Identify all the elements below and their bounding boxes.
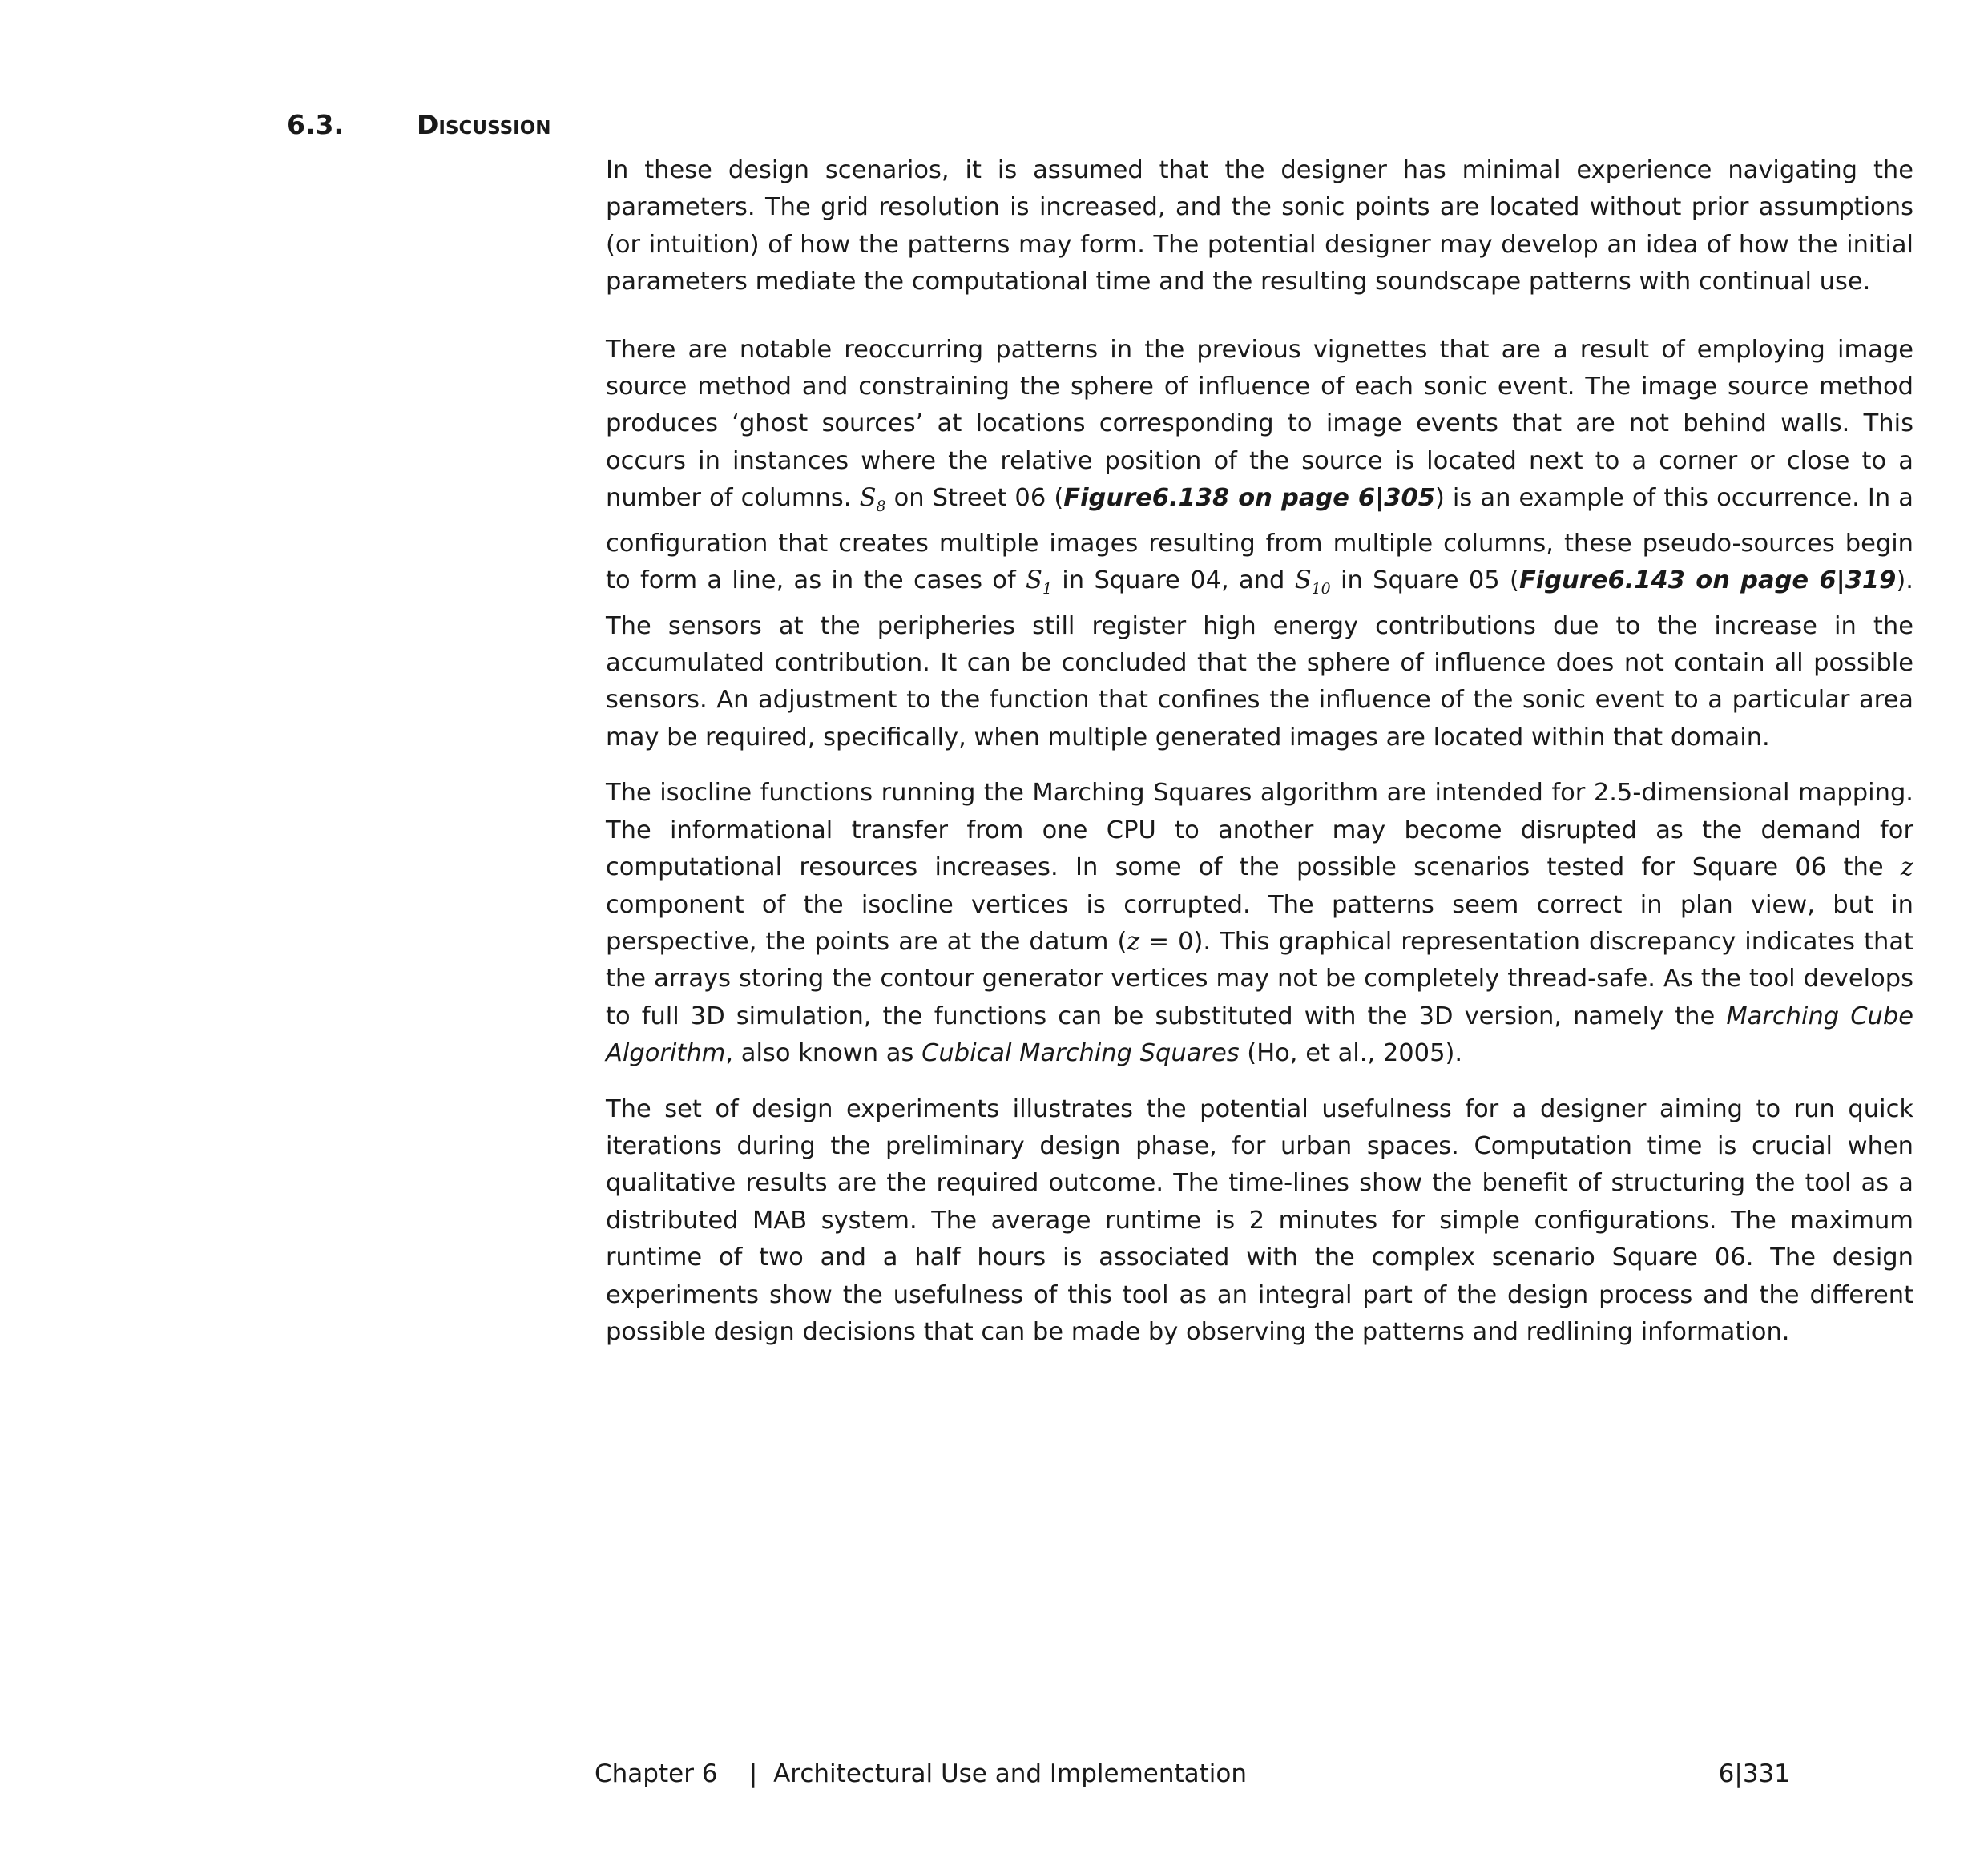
symbol-z-datum: z [1127, 927, 1140, 956]
figure-ref-6-143[interactable]: Figure6.143 on page 6|319 [1518, 566, 1897, 595]
section-number: 6.3. [287, 109, 344, 140]
section-title: Discussion [417, 109, 551, 140]
body-text [606, 152, 1913, 1369]
paragraph-4: The set of design experiments illustrates the potential usefulness for a designer aiming to run quick iterations during the preliminary design phase, for urban spaces. Computation time is crucial when qualitative results are the required outcome. The time-lines show the benefit of structuring the tool as a distributed MAB system. The average runtime is 2 minutes for simple configurations. The maximum runtime of two and a half hours is associated with the complex scenario Square 06. The design experiments show the usefulness of this tool as an integral part of the design process and the different possible design decisions that can be made by observing the patterns and redlining information. [606, 1094, 1913, 1346]
p3-text-3: = 0). This graphical representation discrepancy indicates that the arrays storing the contour generator vertices may not be completely thread-safe. As the tool develops to full 3D simulation, the functions can be substituted with the 3D version, namely the [606, 927, 1913, 1030]
symbol-z: z [1900, 853, 1913, 882]
footer-chapter: Chapter 6 | Architectural Use and Implementation [595, 1759, 1248, 1788]
p2-text-5: in Square 05 ( [1330, 566, 1519, 595]
marching-cube-term: Marching Cube Algorithm [606, 1001, 1913, 1068]
symbol-s10: $S_{10}$ [1294, 566, 1331, 598]
p2-text-2: on Street 06 ( [885, 484, 1064, 513]
symbol-s1: $S_1$ [1026, 566, 1052, 598]
p3-text-1: The isocline functions running the Marching Squares algorithm are intended for 2.5-dimensional mapping. The informational transfer from one CPU to another may become disrupted as the demand for computational resources increases. In some of the possible scenarios tested for Square 06 the [606, 779, 1913, 882]
p3-text-5: (Ho, et al., 2005). [1239, 1039, 1463, 1068]
p3-text-4: , also known as [725, 1039, 922, 1068]
figure-ref-6-138[interactable]: Figure6.138 on page 6|305 [1063, 484, 1435, 513]
p3-text-2: component of the isocline vertices is corrupted. The patterns seem correct in plan view, but in perspective, the points are at the datum ( [606, 890, 1913, 956]
p2-text-4: in Square 04, and [1051, 566, 1295, 595]
paragraph-2 [606, 332, 1913, 757]
paragraph-1: In these design scenarios, it is assumed that the designer has minimal experience navigating the parameters. The grid resolution is increased, and the sonic points are located without prior assumptions (or intuition) of how the patterns may form. The potential designer may develop an idea of how the initial parameters mediate the computational time and the resulting soundscape patterns with continual use. [606, 156, 1913, 296]
p2-text-3: ) is an example of this occurrence. In a configuration that creates multiple images resulting from multiple columns, these pseudo-sources begin to form a line, as in the cases of [606, 484, 1913, 595]
footer-page-number: 6|331 [1718, 1759, 1790, 1788]
p2-text-6: ). The sensors at the peripheries still register high energy contributions due to the increase in the accumulated contribution. It can be concluded that the sphere of influence does not contain all possible sensors. An adjustment to the function that confines the influence of the sonic event to a particular area may be required, specifically, when multiple generated images are located within that domain. [606, 566, 1913, 752]
symbol-s8: $S_8$ [859, 484, 886, 516]
cubical-marching-squares-term: Cubical Marching Squares [921, 1039, 1240, 1068]
p2-text-1: There are notable reoccurring patterns in the previous vignettes that are a result of employing image source method and constraining the sphere of influence of each sonic event. The image source method produces ‘ghost sources’ at locations corresponding to image events that are not behind walls. This occurs in instances where the relative position of the source is located next to a corner or close to a number of columns. [606, 335, 1913, 513]
paragraph-3 [606, 775, 1913, 1072]
